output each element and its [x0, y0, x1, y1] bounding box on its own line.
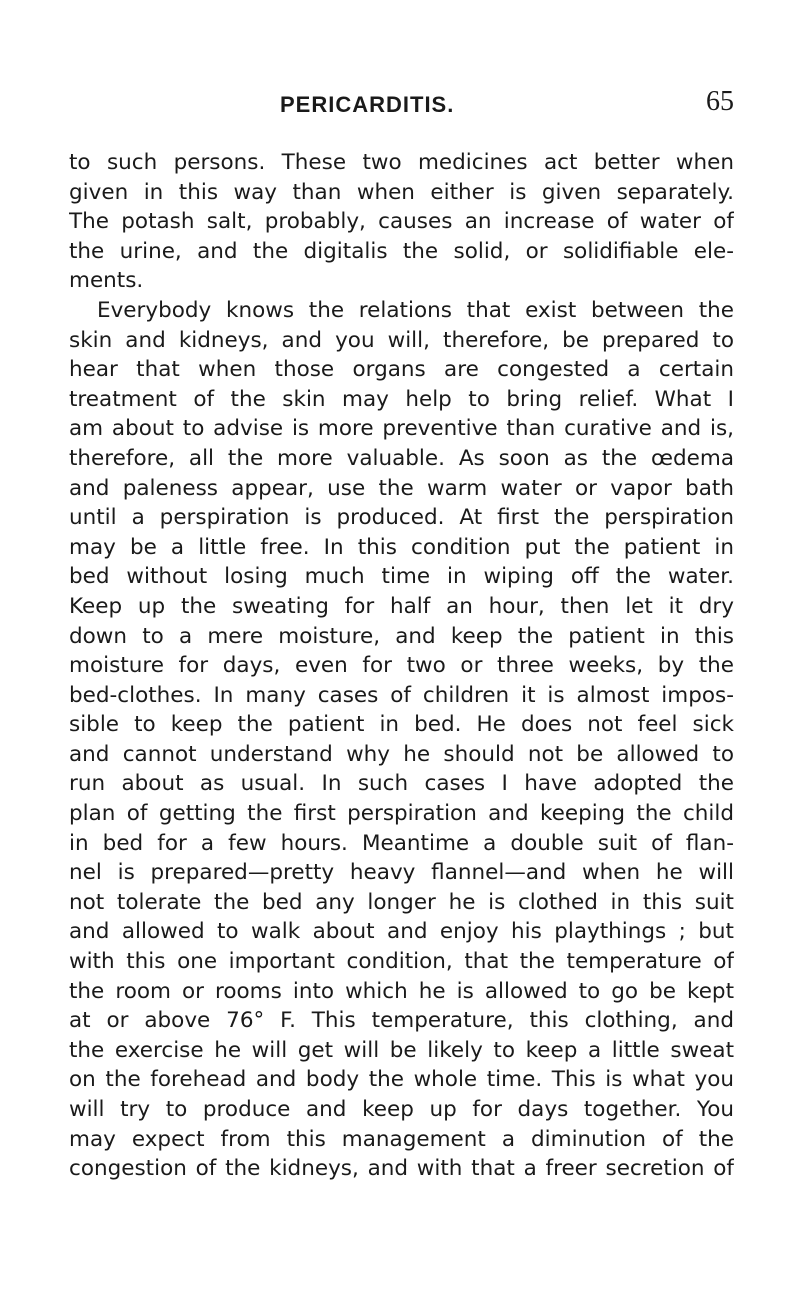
text-line: congestion of the kidneys, and with that a freer secretion of — [69, 1156, 734, 1182]
text-line: and cannot understand why he should not be allowed to — [69, 741, 734, 767]
text-line: the urine, and the digitalis the solid, or solidifiable ele- — [69, 238, 734, 264]
text-line: skin and kidneys, and you will, therefore, be prepared to — [69, 327, 734, 353]
running-head — [0, 86, 800, 132]
text-line: bed-clothes. In many cases of children it is almost impos- — [69, 682, 734, 708]
text-line: down to a mere moisture, and keep the patient in this — [69, 623, 734, 649]
text-line: the room or rooms into which he is allowed to go be kept — [69, 978, 734, 1004]
text-line: will try to produce and keep up for days together. You — [69, 1097, 734, 1122]
text-line: at or above 76° F. This temperature, this clothing, and — [69, 1008, 734, 1034]
text-line: run about as usual. In such cases I have adopted the — [69, 771, 734, 797]
text-line: not tolerate the bed any longer he is clothed in this suit — [69, 889, 734, 915]
running-title: PERICARDITIS. — [280, 92, 455, 117]
text-line: Keep up the sweating for half an hour, then let it dry — [69, 593, 734, 619]
text-line: treatment of the skin may help to bring relief. What I — [69, 386, 734, 412]
text-line: Everybody knows the relations that exist between the — [97, 297, 734, 323]
text-line: may expect from this management a diminution of the — [69, 1126, 734, 1152]
text-line: sible to keep the patient in bed. He does not feel sick — [69, 712, 734, 738]
text-line: with this one important condition, that the temperature of — [69, 949, 734, 975]
text-line: in bed for a few hours. Meantime a double suit of flan- — [69, 830, 734, 856]
text-line: given in this way than when either is given separately. — [69, 179, 734, 205]
text-line: The potash salt, probably, causes an increase of water of — [69, 209, 734, 235]
page-number: 65 — [706, 86, 734, 117]
text-line: the exercise he will get will be likely to keep a little sweat — [69, 1037, 734, 1063]
text-line: and allowed to walk about and enjoy his playthings ; but — [69, 919, 734, 945]
text-line: therefore, all the more valuable. As soon as the œdema — [69, 445, 734, 471]
text-line: moisture for days, even for two or three weeks, by the — [69, 653, 734, 679]
text-line: am about to advise is more preventive than curative and is, — [69, 416, 734, 442]
text-line: may be a little free. In this condition put the patient in — [69, 534, 734, 560]
text-line: nel is prepared—pretty heavy flannel—and when he will — [69, 860, 734, 886]
text-line: and paleness appear, use the warm water or vapor bath — [69, 475, 734, 501]
text-line: until a perspiration is produced. At first the perspiration — [69, 505, 734, 531]
text-line: bed without losing much time in wiping off the water. — [69, 564, 734, 590]
text-line: on the forehead and body the whole time. This is what you — [69, 1067, 734, 1093]
text-line: plan of getting the first perspiration and keeping the child — [69, 801, 734, 827]
text-line: ments. — [69, 268, 144, 294]
body-text — [69, 148, 734, 1184]
text-line: to such persons. These two medicines act better when — [69, 150, 734, 175]
text-line: hear that when those organs are congested a certain — [69, 357, 734, 383]
